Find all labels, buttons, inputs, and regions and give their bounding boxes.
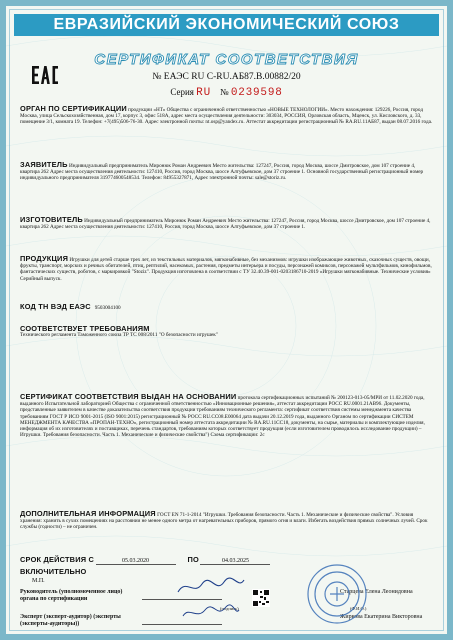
additional-text: ГОСТ EN 71-1-2014 "Игрушки. Требования безопасности. Часть 1. Механические и физические свойства". Условия хранения: хранить в сухих помещениях на расстоянии не менее одного метра от нагревательных приборов, прямого огня и влаги. Избегать воздействия прямых солнечных лучей. Срок службы (годности) – не ограничен.	[20, 512, 428, 531]
series-num-prefix: №	[219, 87, 229, 97]
compliance-text: Технического регламента Таможенного союза ТР ТС 008/2011 "О безопасности игрушек"	[20, 332, 218, 339]
additional-label: ДОПОЛНИТЕЛЬНАЯ ИНФОРМАЦИЯ	[20, 509, 156, 518]
manufacturer-section	[20, 217, 433, 230]
certificate-number	[6, 72, 447, 82]
validity-from: 05.03.2020	[96, 558, 176, 565]
guilloche-background	[6, 6, 447, 634]
product-text: Игрушки для детей старше трех лет, из текстильных материалов, мягконабивные, без механизмов: игрушки изображающие животных, сказочных существ, овощи, фрукты, транспорт, морских и речных обитателей, птиц, рептилий, насекомых, растения, предметы интерьера и посуды, персонажей комиксов, персонажей мультфильмов, кинофильмов, фантастических существ, роботов, с маркировкой "Stoziz". Продукция изготовлена в соответствии с ТУ 32.40.39-001-0203186710-2019 «Игрушки мягконабивные. Технические условия» Серийный выпуск.	[20, 257, 432, 282]
validity-to: 04.03.2025	[200, 558, 270, 565]
signature-hint: (подпись)	[220, 606, 239, 611]
seal-stamp-icon	[306, 563, 368, 625]
hs-code-section	[20, 304, 433, 311]
organ-text: продукции «НТ» Общества с ограниченной ответственностью «НОВЫЕ ТЕХНОЛОГИИ». Место нахождения: 129226, Россия, город Москва, улица Сельскохозяйственная, дом 17, корпус 3, офис 518А, адрес места осуществления деятельности: 303034, РОССИЯ, Орловская область, Мценск, ул. Кисловского, д. 33, помещение 3/1, комната 19. Телефон: +7(495)506-76-30. Адрес электронной почты: nt.osp@yandex.ru. Аттестат аккредитации регистрационный № RA.RU.11АБ87, выдан 08.07.2016 года.	[20, 107, 433, 126]
product-section	[20, 256, 433, 282]
product-label: ПРОДУКЦИЯ	[20, 254, 69, 263]
name-hint: (Ф.И.О.)	[350, 606, 367, 611]
number-prefix: № ЕАЭС	[152, 72, 189, 82]
validity-to-label: ПО	[187, 555, 199, 564]
qr-code-icon	[252, 589, 270, 607]
expert-name: Жиркова Екатерина Викторовна	[340, 614, 423, 620]
hs-code-label: КОД ТН ВЭД ЕАЭС	[20, 302, 91, 311]
hs-code-value: 9503004100	[94, 305, 121, 311]
basis-text: протокола сертификационных испытаний № 200123-013-05/МРИ от 11.02.2020 года, выданного Испытательной лабораторией Общества с ограниченной ответственностью «Инновационные решения», аттестат аккредитации РОСС RU.0001.21АВ96. Документы, представленные заявителем в качестве доказательства соответствия продукции требованиям технического регламента: сертификат соответствия системы менеджмента качества требованиям ГОСТ Р ИСО 9001-2015 (ISO 9001:2015) регистрационный № РОСС RU.СС08.Е00064 дата выдачи 20.12.2019 года, выданного Органом по сертификации СИСТЕМ МЕНЕДЖМЕНТА КАЧЕСТВА «ПРОПАН-ТЕХНО», регистрационный номер аттестата аккредитации № RA.RU.11СС18, документы, на сырье, материалы и комплектующие изделия, информация об их изготовителях и поставщиках, перечень стандартов, требованиям которых соответствует продукция (если изготовителем проводилось исследование продукции) – Игрушки. Требования безопасности. Часть 1. Механические и физические свойства") Схема сертификации: 2с	[20, 395, 425, 439]
manufacturer-text: Индивидуальный предприниматель Миронюк Роман Андреевич Место жительства: 127247, Россия, город Москва, шоссе Дмитровское, дом 107 строение 4, квартира 262 Адрес места осуществления деятельности: 127410, Россия, город Москва, шоссе Алтуфьевское, дом 37 строение 1.	[20, 218, 431, 231]
certificate-title: СЕРТИФИКАТ СООТВЕТСТВИЯ	[94, 51, 359, 68]
organ-label: ОРГАН ПО СЕРТИФИКАЦИИ	[20, 104, 127, 113]
series-label: Серия	[170, 87, 194, 97]
head-name: Старцева Елена Леонидовна	[340, 589, 413, 595]
applicant-section	[20, 162, 433, 182]
head-label: Руководитель (уполномоченное лицо) органа по сертификации	[20, 589, 123, 602]
basis-label: СЕРТИФИКАТ СООТВЕТСТВИЯ ВЫДАН НА ОСНОВАНИИ	[20, 392, 237, 401]
series-line	[6, 87, 447, 99]
head-signature-icon	[176, 576, 246, 598]
number-value: RU С-RU.АБ87.В.00882/20	[191, 72, 301, 82]
validity-row-2	[20, 567, 433, 576]
basis-section	[20, 394, 433, 438]
expert-signature-icon	[181, 604, 241, 622]
expert-label: Эксперт (эксперт-аудитор) (эксперты (эксперты-аудиторы))	[20, 614, 121, 627]
mp-mark: М.П.	[32, 578, 45, 584]
compliance-label: СООТВЕТСТВУЕТ ТРЕБОВАНИЯМ	[20, 324, 150, 333]
applicant-label: ЗАЯВИТЕЛЬ	[20, 160, 68, 169]
series-code: RU	[196, 87, 211, 99]
validity-inclusive: ВКЛЮЧИТЕЛЬНО	[20, 567, 87, 576]
series-number: 0239598	[230, 87, 283, 99]
organ-section	[20, 106, 433, 126]
applicant-text: Индивидуальный предприниматель Миронюк Роман Андреевич Место жительства: 127247, Россия, город Москва, шоссе Дмитровское, дом 107 строение 4, квартира 262 Адрес места осуществления деятельности: 127410, Россия, город Москва, шоссе Алтуфьевское, дом 37 строение 1. Основной государственный регистрационный номер индивидуального предпринимателя 319774600548534. Телефон: 84955327871, Адрес электронной почты: sale@storiz.ru.	[20, 163, 424, 182]
validity-label: СРОК ДЕЙСТВИЯ С	[20, 555, 95, 564]
additional-section	[20, 511, 433, 531]
validity-row	[20, 555, 433, 565]
manufacturer-label: ИЗГОТОВИТЕЛЬ	[20, 215, 83, 224]
union-band: ЕВРАЗИЙСКИЙ ЭКОНОМИЧЕСКИЙ СОЮЗ	[14, 14, 439, 36]
compliance-section	[20, 326, 433, 338]
